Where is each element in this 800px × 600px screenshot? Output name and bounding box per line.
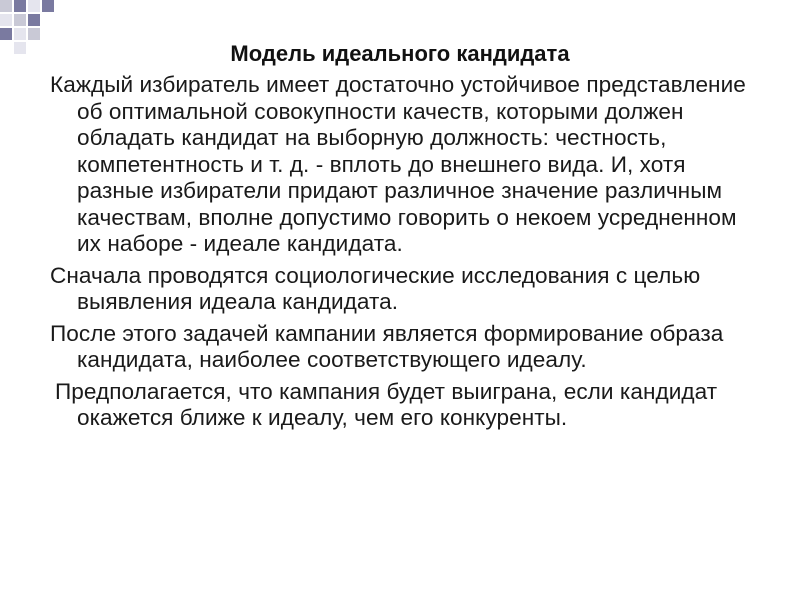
decoration-square xyxy=(14,0,26,12)
decoration-square xyxy=(28,14,40,26)
paragraph: После этого задачей кампании является формирование образа кандидата, наиболее соответствующего идеалу. xyxy=(50,320,724,372)
slide-title: Модель идеального кандидата xyxy=(230,41,570,66)
paragraph: Предполагается, что кампания будет выиграна, если кандидат окажется ближе к идеалу, чем его конкуренты. xyxy=(55,378,718,430)
slide-body xyxy=(50,72,750,437)
decoration-square xyxy=(0,0,12,12)
decoration-square xyxy=(14,28,26,40)
decoration-square xyxy=(14,14,26,26)
decoration-square xyxy=(28,0,40,12)
decoration-square xyxy=(0,14,12,26)
decoration-square xyxy=(0,28,12,40)
paragraph: Сначала проводятся социологические исследования с целью выявления идеала кандидата. xyxy=(50,262,701,314)
decoration-square xyxy=(42,0,54,12)
paragraph: Каждый избиратель имеет достаточно устойчивое представление об оптимальной совокупности качеств, которыми должен обладать кандидат на выборную должность: честность, компетентность и т. д. - вплоть до внешнего вида. И, хотя разные избиратели придают различное значение различным качествам, вполне допустимо говорить о некоем усредненном их наборе - идеале кандидата. xyxy=(50,72,746,256)
decoration-square xyxy=(28,28,40,40)
